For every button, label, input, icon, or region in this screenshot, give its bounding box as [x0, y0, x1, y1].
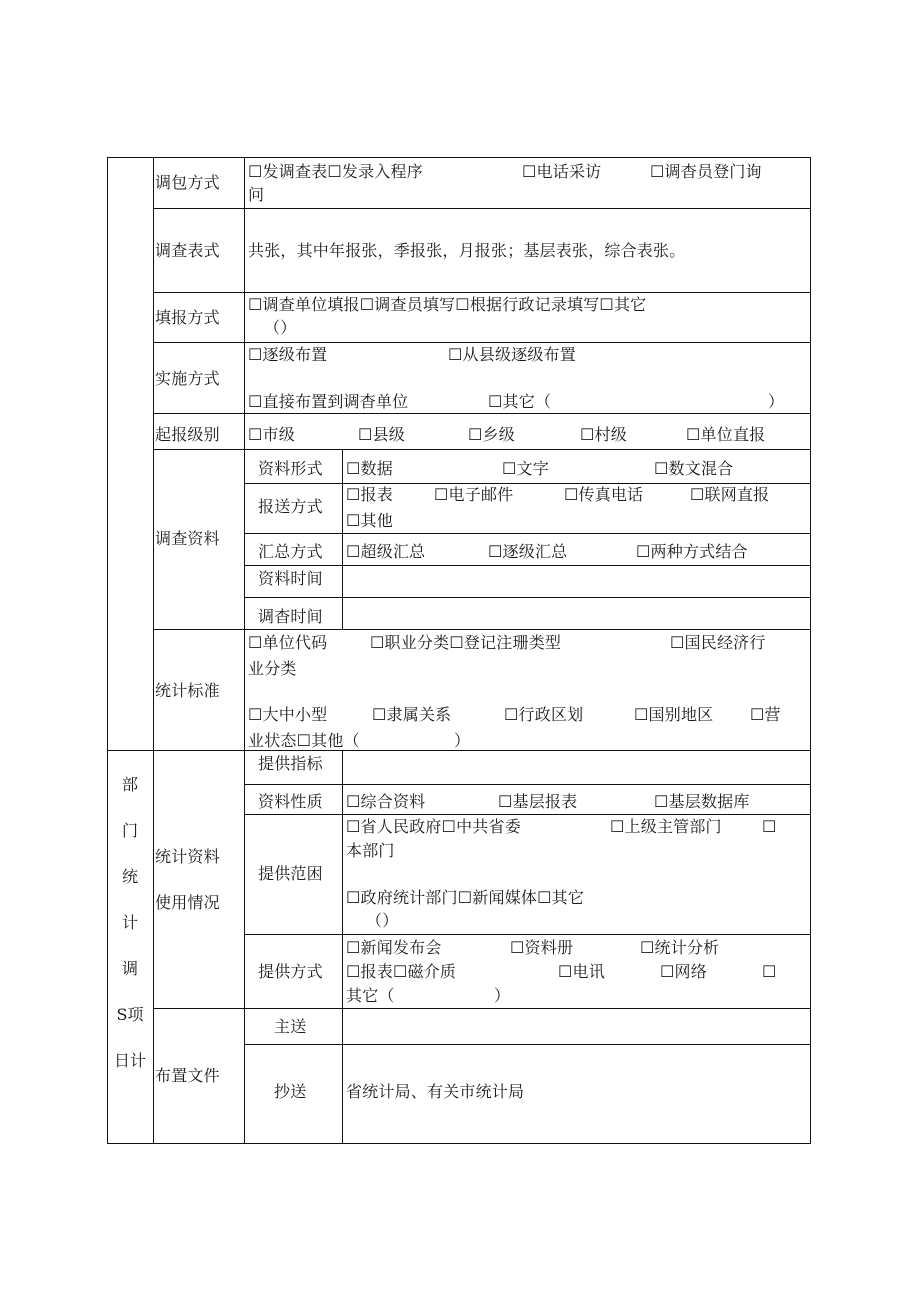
data-form-numbers[interactable]: ☐数据 — [346, 459, 393, 478]
standards-admin-division[interactable]: ☐行政区划 — [504, 705, 584, 724]
report-level-city[interactable]: ☐市级 — [248, 425, 295, 444]
summary-method-level[interactable]: ☐逐级汇总 — [488, 542, 568, 561]
summary-method-both[interactable]: ☐两种方式结合 — [636, 542, 748, 561]
provide-method-other[interactable]: 其它（ — [346, 986, 395, 1005]
submit-method-online[interactable]: ☐联网直报 — [690, 485, 770, 504]
summary-method-label: 汇总方式 — [258, 542, 323, 561]
submit-method-other[interactable]: ☐其他 — [346, 511, 393, 530]
section-side-char: S项 — [116, 1005, 144, 1024]
standards-national-econ[interactable]: ☐国民经济行 — [670, 633, 766, 652]
scope-line2: 本部门 — [346, 841, 395, 860]
scope-gov-party[interactable]: ☐省人民政府☐中共省委 — [346, 817, 521, 836]
report-level-township[interactable]: ☐乡级 — [468, 425, 515, 444]
nature-label: 资料性质 — [258, 792, 323, 811]
section-side-char: 日计 — [113, 1051, 146, 1070]
statistical-survey-form — [107, 157, 811, 1143]
summary-method-super[interactable]: ☐超级汇总 — [346, 542, 426, 561]
scope-label: 提供范困 — [258, 864, 323, 883]
copy-send-value[interactable]: 省统计局、有关市统计局 — [346, 1082, 525, 1101]
data-form-mixed[interactable]: ☐数文混合 — [654, 459, 734, 478]
survey-method-phone[interactable]: ☐电话采访 — [522, 162, 602, 181]
standards-business-status[interactable]: ☐营 — [750, 705, 781, 724]
main-send-label: 主送 — [274, 1017, 307, 1036]
scope-line4: （） — [366, 911, 399, 930]
provide-method-report-media[interactable]: ☐报表☐磁介质 — [346, 962, 457, 981]
survey-data-label: 调查资料 — [155, 529, 220, 548]
standards-label: 统计标准 — [155, 681, 220, 700]
survey-time-label: 调杳时间 — [258, 607, 323, 626]
provide-method-telecom[interactable]: ☐电讯 — [558, 962, 605, 981]
nature-basic-report[interactable]: ☐基层报表 — [498, 792, 578, 811]
survey-tables-text: 共张，其中年报张，季报张，月报张；基层表张，综合表张。 — [248, 241, 686, 260]
section-side-char: 门 — [121, 821, 138, 840]
implementation-close-paren: ） — [768, 392, 785, 411]
standards-affiliation[interactable]: ☐隶属关系 — [372, 705, 452, 724]
survey-method-visit[interactable]: ☐调杳员登门询 — [650, 162, 762, 181]
report-level-county[interactable]: ☐县级 — [358, 425, 405, 444]
survey-method-line2: 问 — [248, 185, 265, 204]
report-level-label: 起报级别 — [155, 425, 220, 444]
nature-comprehensive[interactable]: ☐综合资料 — [346, 792, 426, 811]
submit-method-report[interactable]: ☐报表 — [346, 485, 393, 504]
survey-method-line1[interactable]: ☐发调查表☐发录入程序 — [248, 162, 423, 181]
survey-method-label: 调包方式 — [155, 173, 220, 192]
indicators-label: 提供指标 — [258, 754, 323, 773]
documents-label: 布置文件 — [155, 1066, 220, 1085]
scope-superior[interactable]: ☐上级主管部门 — [610, 817, 722, 836]
usage-label-line2: 使用情况 — [155, 893, 220, 912]
implementation-county[interactable]: ☐从县级逐级布置 — [448, 345, 576, 364]
provide-method-press[interactable]: ☐新闻发布会 — [346, 938, 442, 957]
section-side-char: 统 — [121, 867, 138, 886]
fill-method-line2: （） — [264, 318, 297, 337]
implementation-other[interactable]: ☐其它（ — [488, 392, 552, 411]
section-side-char: 计 — [121, 913, 138, 932]
standards-unit-code[interactable]: ☐单位代码 — [248, 633, 328, 652]
provide-method-analysis[interactable]: ☐统计分析 — [640, 938, 720, 957]
copy-send-label: 抄送 — [274, 1082, 307, 1101]
fill-method-label: 填报方式 — [155, 308, 220, 327]
submit-method-label: 报送方式 — [258, 497, 323, 516]
report-level-unit-direct[interactable]: ☐单位直报 — [686, 425, 766, 444]
nature-basic-db[interactable]: ☐基层数据库 — [654, 792, 750, 811]
fill-method-line1[interactable]: ☐调查单位填报☐调查员填写☐根据行政记录填写☐其它 — [248, 295, 647, 314]
standards-line2: 业分类 — [248, 659, 297, 678]
implementation-direct[interactable]: ☐直接布置到调杳单位 — [248, 392, 409, 411]
section-side-char: 部 — [121, 775, 138, 794]
scope-own-dept-box[interactable]: ☐ — [762, 817, 777, 836]
survey-tables-label: 调查表式 — [155, 241, 220, 260]
implementation-level[interactable]: ☐逐级布置 — [248, 345, 328, 364]
provide-method-label: 提供方式 — [258, 962, 323, 981]
report-level-village[interactable]: ☐村级 — [580, 425, 627, 444]
standards-size[interactable]: ☐大中小型 — [248, 705, 328, 724]
provide-method-booklet[interactable]: ☐资料册 — [510, 938, 574, 957]
implementation-label: 实施方式 — [155, 369, 220, 388]
submit-method-fax[interactable]: ☐传真电话 — [564, 485, 644, 504]
data-form-text[interactable]: ☐文字 — [502, 459, 549, 478]
standards-country-region[interactable]: ☐国别地区 — [634, 705, 714, 724]
data-time-label: 资料时间 — [258, 569, 323, 588]
standards-line4[interactable]: 业状态☐其他（ — [248, 731, 360, 750]
usage-label-line1: 统计资料 — [155, 847, 220, 866]
provide-method-other-close: ） — [494, 986, 511, 1005]
provide-method-network[interactable]: ☐网络 — [660, 962, 707, 981]
section-side-char: 调 — [121, 959, 138, 978]
standards-line4-close: ） — [454, 731, 471, 750]
provide-method-other-box[interactable]: ☐ — [762, 962, 777, 981]
standards-occupation[interactable]: ☐职业分类☐登记注珊类型 — [370, 633, 562, 652]
submit-method-email[interactable]: ☐电子邮件 — [434, 485, 514, 504]
scope-line3[interactable]: ☐政府统计部门☐新闻媒体☐其它 — [346, 888, 585, 907]
data-form-label: 资料形式 — [258, 459, 323, 478]
